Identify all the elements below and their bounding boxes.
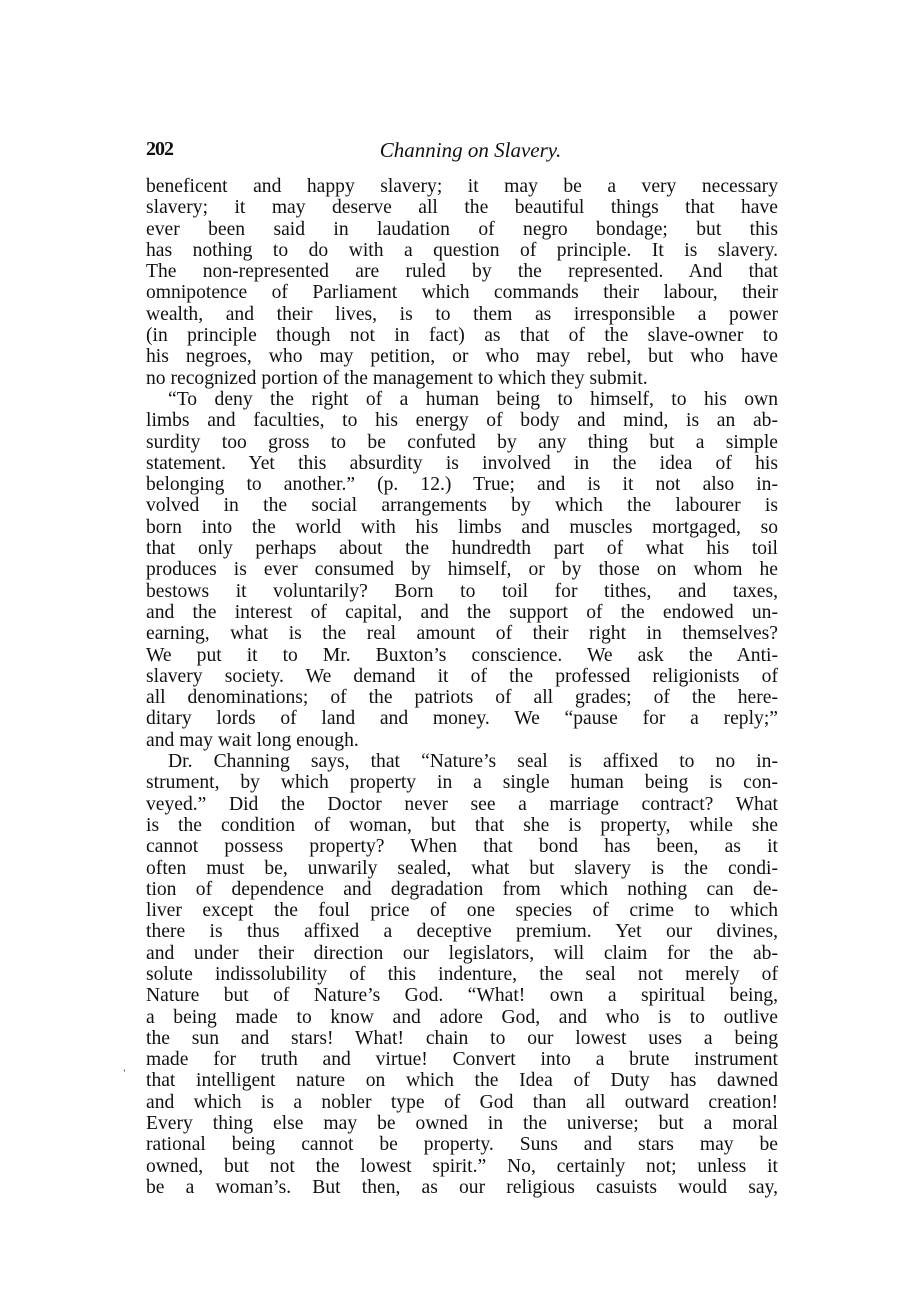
text-line: often must be, unwarily sealed, what but slavery is the condi- (146, 857, 778, 879)
text-line: omnipotence of Parliament which commands their labour, their (146, 282, 778, 304)
text-line: liver except the foul price of one species of crime to which (146, 900, 778, 922)
text-line: tion of dependence and degradation from which nothing can de- (146, 878, 778, 900)
text-line: belonging to another.” (p. 12.) True; and is it not also in- (146, 474, 778, 496)
text-line: there is thus affixed a deceptive premium. Yet our divines, (146, 921, 778, 943)
text-line: veyed.” Did the Doctor never see a marriage contract? What (146, 793, 778, 815)
text-line: Dr. Channing says, that “Nature’s seal is affixed to no in- (168, 751, 778, 773)
body-text (146, 176, 778, 1198)
text-line: Every thing else may be owned in the universe; but a moral (146, 1113, 778, 1135)
text-line: slavery society. We demand it of the professed religionists of (146, 665, 778, 687)
text-line: ditary lords of land and money. We “pause for a reply;” (146, 708, 778, 730)
text-line: slavery; it may deserve all the beautiful things that have (146, 197, 778, 219)
text-line: all denominations; of the patriots of all grades; of the here- (146, 687, 778, 709)
text-line: strument, by which property in a single human being is con- (146, 772, 778, 794)
text-line: “To deny the right of a human being to himself, to his own (168, 388, 778, 410)
text-line: volved in the social arrangements by which the labourer is (146, 495, 778, 517)
text-line: We put it to Mr. Buxton’s conscience. We ask the Anti- (146, 644, 778, 666)
text-line: surdity too gross to be confuted by any thing but a simple (146, 431, 778, 453)
text-line: has nothing to do with a question of principle. It is slavery. (146, 239, 778, 261)
text-line: solute indissolubility of this indenture, the seal not merely of (146, 963, 778, 985)
text-line: earning, what is the real amount of their right in themselves? (146, 623, 778, 645)
text-line: and which is a nobler type of God than all outward creation! (146, 1091, 778, 1113)
text-line: born into the world with his limbs and muscles mortgaged, so (146, 516, 778, 538)
margin-mark: ˈ (122, 1068, 127, 1083)
text-line: limbs and faculties, to his energy of body and mind, is an ab- (146, 410, 778, 432)
text-line: bestows it voluntarily? Born to toil for tithes, and taxes, (146, 580, 778, 602)
text-line: a being made to know and adore God, and who is to outlive (146, 1006, 778, 1028)
text-line: made for truth and virtue! Convert into a brute instrument (146, 1049, 778, 1071)
text-line: no recognized portion of the management to which they submit. (146, 367, 648, 389)
text-line: The non-represented are ruled by the represented. And that (146, 261, 778, 283)
text-line: statement. Yet this absurdity is involved in the idea of his (146, 452, 778, 474)
text-line: ever been said in laudation of negro bondage; but this (146, 218, 778, 240)
page-number: 202 (146, 138, 173, 160)
text-line: is the condition of woman, but that she is property, while she (146, 814, 778, 836)
text-line: cannot possess property? When that bond has been, as it (146, 836, 778, 858)
text-line: owned, but not the lowest spirit.” No, certainly not; unless it (146, 1155, 778, 1177)
text-line: Nature but of Nature’s God. “What! own a spiritual being, (146, 985, 778, 1007)
text-line: the sun and stars! What! chain to our lowest uses a being (146, 1027, 778, 1049)
text-line: be a woman’s. But then, as our religious casuists would say, (146, 1176, 778, 1198)
running-title: Channing on Slavery. (379, 138, 562, 162)
text-line: that intelligent nature on which the Idea of Duty has dawned (146, 1070, 778, 1092)
text-line: his negroes, who may petition, or who may rebel, but who have (146, 346, 778, 368)
text-line: beneficent and happy slavery; it may be a very necessary (146, 176, 778, 197)
text-line: (in principle though not in fact) as that of the slave-owner to (146, 325, 778, 347)
text-line: produces is ever consumed by himself, or by those on whom he (146, 559, 778, 581)
text-line: and the interest of capital, and the support of the endowed un- (146, 601, 778, 623)
text-line: and may wait long enough. (146, 729, 359, 751)
text-line: rational being cannot be property. Suns and stars may be (146, 1134, 778, 1156)
text-line: and under their direction our legislators, will claim for the ab- (146, 942, 778, 964)
text-line: wealth, and their lives, is to them as irresponsible a power (146, 303, 778, 325)
text-line: that only perhaps about the hundredth part of what his toil (146, 538, 778, 560)
